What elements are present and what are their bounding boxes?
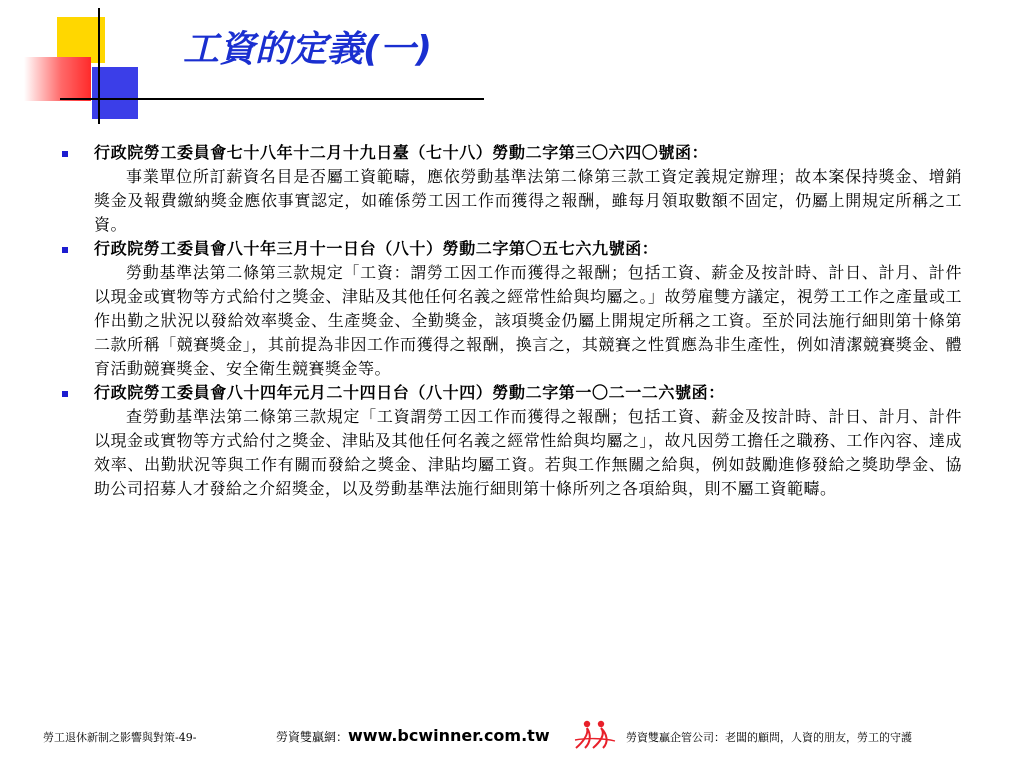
footer-right-text: 勞資雙贏企管公司：老闆的顧問，人資的朋友，勞工的守護 xyxy=(626,731,912,744)
item-heading: 行政院勞工委員會七十八年十二月十九日臺（七十八）勞動二字第三〇六四〇號函： xyxy=(94,143,709,162)
decor-red-square xyxy=(24,57,91,101)
item-body: 勞動基準法第二條第三款規定「工資：謂勞工因工作而獲得之報酬；包括工資、薪金及按計時、計日、計月、計件以現金或實物等方式給付之獎金、津貼及其他任何名義之經常性給與均屬之。」故勞雇雙方議定，視勞工工作之產量或工作出勤之狀況以發給效率獎金、生產獎金、全勤獎金，該項獎金仍屬上開規定所稱之工資。至於同法施行細則第十條第二款所稱「競賽獎金」，其前提為非因工作而獲得之報酬，換言之，其競賽之性質應為非生產性，例如清潔競賽獎金、體育活動競賽獎金、安全衛生競賽獎金等。 xyxy=(94,263,962,378)
footer-site xyxy=(276,726,550,745)
item-body: 查勞動基準法第二條第三款規定「工資謂勞工因工作而獲得之報酬；包括工資、薪金及按計時、計日、計月、計件以現金或實物等方式給付之獎金、津貼及其他任何名義之經常性給與均屬之」，故凡因勞工擔任之職務、工作內容、達成效率、出勤狀況等與工作有關而發給之獎金、津貼均屬工資。若與工作無關之給與，例如鼓勵進修發給之獎助學金、協助公司招募人才發給之介紹獎金，以及勞動基準法施行細則第十條所列之各項給與，則不屬工資範疇。 xyxy=(94,407,962,498)
bullet-icon xyxy=(62,151,68,157)
footer-site-label: 勞資雙贏網： xyxy=(276,730,349,744)
list-item xyxy=(62,381,962,501)
footer-left-text: 勞工退休新制之影響與對策-49- xyxy=(43,731,197,744)
slide-footer xyxy=(0,716,1024,756)
footer-site-url[interactable]: www.bcwinner.com.tw xyxy=(348,726,550,745)
slide-content xyxy=(62,141,962,501)
bullet-icon xyxy=(62,247,68,253)
item-heading: 行政院勞工委員會八十四年元月二十四日台（八十四）勞動二字第一〇二一二六號函： xyxy=(94,383,725,402)
item-heading: 行政院勞工委員會八十年三月十一日台（八十）勞動二字第〇五七六九號函： xyxy=(94,239,659,258)
item-body: 事業單位所訂薪資名目是否屬工資範疇，應依勞動基準法第二條第三款工資定義規定辦理；故本案保持獎金、增銷獎金及報費繳納獎金應依事實認定，如確係勞工因工作而獲得之報酬，雖每月領取數額不固定，仍屬上開規定所稱之工資。 xyxy=(94,167,962,234)
decor-vertical-line xyxy=(98,8,100,124)
decor-horizontal-line xyxy=(60,98,484,100)
bullet-icon xyxy=(62,391,68,397)
list-item xyxy=(62,141,962,237)
list-item xyxy=(62,237,962,381)
slide-title: 工資的定義(一) xyxy=(183,29,432,70)
company-logo-icon xyxy=(573,718,617,750)
